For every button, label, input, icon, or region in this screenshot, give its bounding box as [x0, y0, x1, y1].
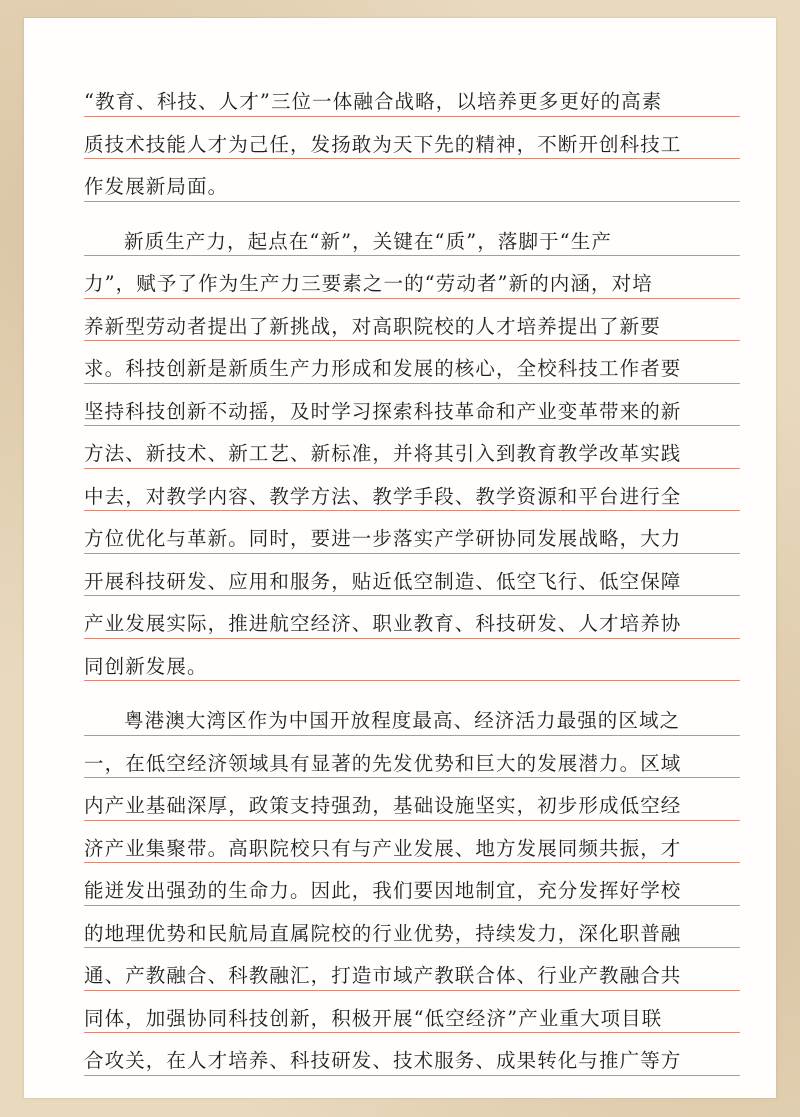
line-text: 方位优化与革新。同时，要进一步落实产学研协同发展战略，大力 — [84, 527, 682, 550]
text-line — [84, 863, 740, 906]
text-line — [84, 74, 740, 117]
text-line — [84, 736, 740, 779]
line-text: 方法、新技术、新工艺、新标准，并将其引入到教育教学改革实践 — [84, 442, 682, 465]
line-text: 产业发展实际，推进航空经济、职业教育、科技研发、人才培养协 — [84, 612, 682, 635]
line-text: 求。科技创新是新质生产力形成和发展的核心，全校科技工作者要 — [84, 357, 682, 380]
text-line — [84, 906, 740, 949]
line-text: 粤港澳大湾区作为中国开放程度最高、经济活力最强的区域之 — [124, 709, 681, 732]
text-line — [84, 511, 740, 554]
line-text: 坚持科技创新不动摇，及时学习探索科技革命和产业变革带来的新 — [84, 399, 682, 423]
text-line — [84, 596, 740, 639]
text-line — [84, 117, 740, 160]
text-line — [84, 991, 740, 1034]
line-text: 质技术技能人才为己任，发扬敢为天下先的精神，不断开创科技工 — [84, 132, 682, 156]
line-text: 同体，加强协同科技创新，积极开展“低空经济”产业重大项目联 — [84, 1006, 663, 1030]
line-text: 开展科技研发、应用和服务，贴近低空制造、低空飞行、低空保障 — [84, 569, 682, 593]
line-text: 新质生产力，起点在“新”，关键在“质”，落脚于“生产 — [124, 229, 612, 253]
text-line — [84, 426, 740, 469]
line-text: 力”，赋予了作为生产力三要素之一的“劳动者”新的内涵，对培 — [84, 272, 653, 295]
text-line — [84, 384, 740, 427]
paragraph-gap — [84, 681, 740, 693]
text-line — [84, 469, 740, 512]
text-line — [84, 256, 740, 299]
line-text: 养新型劳动者提出了新挑战，对高职院校的人才培养提出了新要 — [84, 314, 661, 338]
paragraph-gap — [84, 202, 740, 214]
ruled-text-body — [84, 74, 740, 1076]
line-text: 一，在低空经济领域具有显著的先发优势和巨大的发展潜力。区域 — [84, 751, 682, 775]
line-text: 济产业集聚带。高职院校只有与产业发展、地方发展同频共振，才 — [84, 836, 682, 860]
line-text: 的地理优势和民航局直属院校的行业优势，持续发力，深化职普融 — [84, 921, 682, 945]
text-line — [84, 639, 740, 682]
text-line — [84, 1033, 740, 1076]
text-line — [84, 159, 740, 202]
text-line — [84, 778, 740, 821]
text-line — [84, 214, 740, 257]
text-line — [84, 693, 740, 736]
line-text: 作发展新局面。 — [84, 175, 229, 198]
text-line — [84, 821, 740, 864]
text-line — [84, 341, 740, 384]
line-text: 内产业基础深厚，政策支持强劲，基础设施坚实，初步形成低空经 — [84, 794, 682, 817]
line-text: 通、产教融合、科教融汇，打造市域产教联合体、行业产教融合共 — [84, 964, 682, 987]
text-line — [84, 299, 740, 342]
line-text: 同创新发展。 — [84, 654, 208, 678]
line-text: 能迸发出强劲的生命力。因此，我们要因地制宜，充分发挥好学校 — [84, 879, 682, 902]
line-text: 合攻关，在人才培养、科技研发、技术服务、成果转化与推广等方 — [84, 1049, 682, 1072]
line-text: 中去，对教学内容、教学方法、教学手段、教学资源和平台进行全 — [84, 484, 682, 508]
line-text: “教育、科技、人才”三位一体融合战略，以培养更多更好的高素 — [84, 90, 663, 113]
text-line — [84, 554, 740, 597]
text-line — [84, 948, 740, 991]
